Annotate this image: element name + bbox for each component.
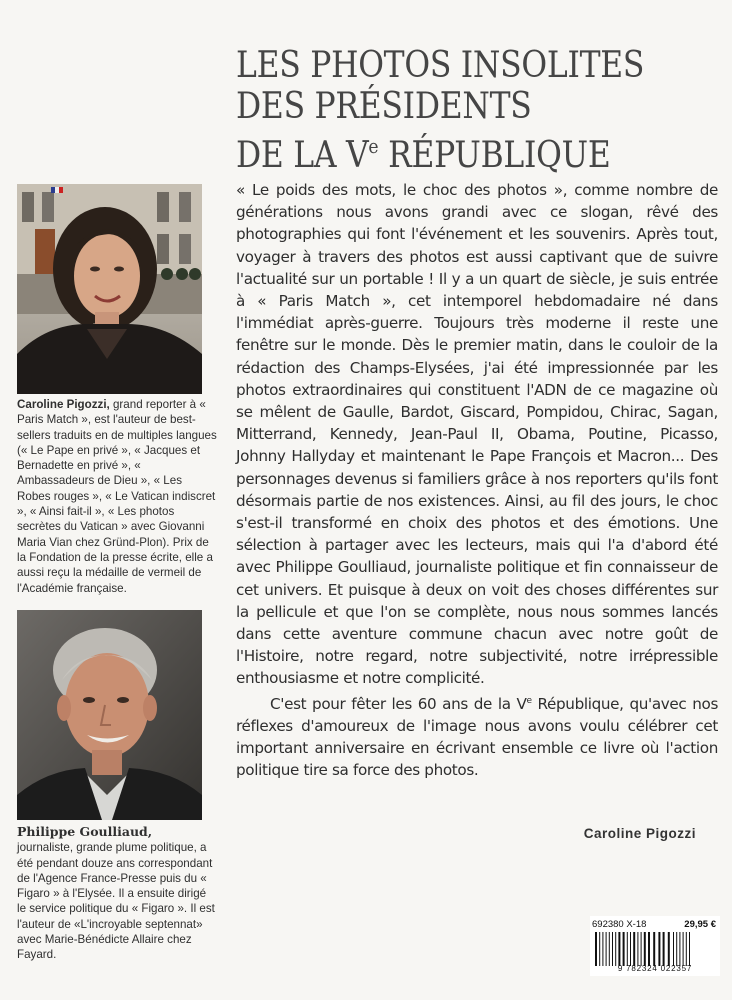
- paragraph-1: « Le poids des mots, le choc des photos », comme nombre de générations nous avons grandi avec ce slogan, rêvé des photographies qui font l'événement et les souvenirs. Après tout, voyager à travers des photos est aussi captivant que de suivre l'actualité sur un portable ! Il y a un quart de siècle, je suis entrée à « Paris Match », cet intemporel hebdomadaire né dans l'immédiat après-guerre. Toujours très moderne il reste une fenêtre sur le monde. Dès le premier matin, dans le couloir de la rédaction des Champs-Elysées, j'ai été impressionnée par les photos extraordinaires qui constituent l'ADN de ce magazine où se mêlent de Gaulle, Bardot, Giscard, Pompidou, Chirac, Sagan, Mitterrand, Kennedy, Jean-Paul II, Obama, Poutine, Picasso, Johnny Hallyday et maintenant le Pape François et Macron... Des personnages devenus si familiers grâce à nos reporters qu'ils font désormais partie de nos existences. Ainsi, au fil des jours, le choc s'est-il transformé en choix des photos et des émotions. Une sélection à partager avec les lecteurs, mais qui l'a d'abord été avec Philippe Goulliaud, journaliste politique et fin connaisseur de cet univers. Et puisque à deux on voit des choses différentes sur la pellicule et que l'on se complète, nous nous sommes lancés dans cette aventure commune chacun avec notre goût de l'Histoire, notre regard, notre subjectivité, notre irrépressible enthousiasme et notre complicité.: [236, 181, 718, 688]
- title-line-3: DE LA Ve RÉPUBLIQUE: [236, 133, 611, 176]
- author-name: Caroline Pigozzi,: [17, 398, 110, 411]
- barcode-icon: [593, 932, 717, 966]
- author-bio-caroline-pigozzi: [17, 397, 217, 596]
- title-line-1: LES PHOTOS INSOLITES: [236, 43, 645, 86]
- paragraph-2: C'est pour fêter les 60 ans de la Ve République, qu'avec nos réflexes d'amoureux de l'image nous avons voulu célébrer cet important anniversaire en écrivant ensemble ce livre où l'action politique tire sa force des photos.: [236, 694, 719, 780]
- author-name: Philippe Goulliaud,: [17, 824, 153, 839]
- signature: Caroline Pigozzi: [583, 826, 696, 841]
- price: 29,95 €: [684, 919, 716, 930]
- product-ref: 692380 X-18: [592, 919, 647, 930]
- author-bio-text: journaliste, grande plume politique, a été pendant douze ans correspondant de l'Agence France-Presse puis du « Figaro » à l'Elysée. Il a ensuite dirigé le service politique du « Figaro ». Il est l'auteur de «L'incroyable septennat» avec Marie-Bénédicte Allaire chez Fayard.: [17, 841, 215, 962]
- title-line-2: DES PRÉSIDENTS: [236, 84, 532, 127]
- author-bio-text: grand reporter à « Paris Match », est l'auteur de best-sellers traduits en de multiples langues (« Le Pape en privé », « Jacques et Bernadette en privé », « Ambassadeurs de Dieu », « Les Robes rouges », « Le Vatican indiscret », « Ainsi fait-il », « Les photos secrètes du Vatican » avec Giovanni Maria Vian chez Gründ-Plon). Prix de la Fondation de la presse écrite, elle a aussi reçu la médaille de vermeil de l'Académie française.: [17, 398, 217, 595]
- author-bio-philippe-goulliaud: [17, 824, 217, 963]
- isbn: 9 782324 022357: [617, 964, 693, 973]
- author-photo-philippe-goulliaud: [17, 610, 202, 820]
- barcode-label: [590, 916, 720, 976]
- back-cover-text: [236, 179, 718, 781]
- author-photo-caroline-pigozzi: [17, 184, 202, 394]
- book-title: [236, 44, 649, 175]
